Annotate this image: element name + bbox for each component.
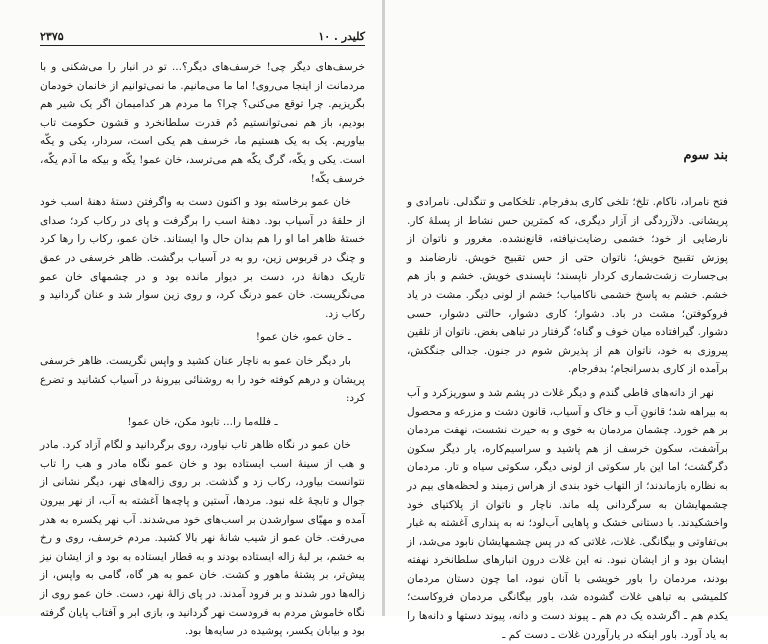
paragraph: نهر از دانه‌های قاطی گندم و دیگر غلات در پشم شد و سوریزکرد و آب به بیراهه شد؛ قانونِ آب و خاک و آسیاب، قانون دشت و مزرعه و محصول بر هم خورد. چشمان مردمان به خوی و به حیرت نشست، نهفت مردمان برآشفت، سکون خرسف از هم پاشید و سراسیم‌کاره، یار دیگر سکون دگرگشت؛ اما این بار سکوتی از لونی دیگر، سکوتی سیاه و تار. مردمان به نظاره بازماندند؛ از التهاب خود بندی از هراس زمیند و لحظه‌های بیم در چشمهایشان به سرگردانی پله ماند. ناچار و ناتوان از پلاکتیای خود واخشکیدند. با دستانی خشک و پاهایی آب‌لود؛ نه به پنداری آغشته به غبار بی‌تفاوتی و بیگانگی. غلات، غلاتی که در پس چشمهایشان نابود می‌شد، از ایشان بود و از ایشان نبود. نه این غلات درون انبارهای سلطانخرد نهفته بودند، مردمان را باور خویشی با آنان نبود، اما چون دستان مردمان کلمیشی به تباهی غلات گشوده شد، باور بیگانگی مردمان فروکاست؛ یکدم هم ـ اگرشده یک دم هم ـ پیوند دست و دانه، پیوند دستها و دانه‌ها را به یاد آورد. باور اینکه در یارآوردن غلات ـ دست کم ـ — [407, 386, 728, 641]
running-title: کلیدر . ۱۰ — [318, 30, 365, 43]
page-number: ۲۳۷۵ — [40, 30, 64, 43]
running-header — [40, 30, 365, 46]
paragraph: خرسف‌های دیگر چی! خرسف‌های دیگر؟... تو در انبار را می‌شکنی و با مردمانت از اینجا می‌روی! اما ما می‌مانیم. ما نمی‌توانیم از خانمان خودمان بگریزیم. چرا توقع می‌کنی؟ چرا؟ ما مردم هر کدامیمان اگر یک شیر هم بودیم، باز هم نمی‌توانستیم دُم قدرت سلطانخرد و قشون حکومت تاب بیاوریم. یک به یک هستیم ما، خرسف هم یکی است، سردار، یکی و یکّه است. یکی و یکّه، گرگ یکّه هم می‌ترسد، خان عمو! یکّه و بیکه ما آدم یکّه، خرسف یکّه! — [40, 61, 365, 185]
paragraph: ـ خان عمو، خان عمو! — [255, 331, 351, 344]
left-page-body — [40, 58, 365, 641]
paragraph: خان عمو در نگاه ظاهر تاب نیاورد، روی برگردانید و لگام آزاد کرد. مادر و هب از سینهٔ اسب ایستاده بود و خان عمو نگاه مادر و هب را تاب نتوانست بیاورد، رکاب زد و گذشت. بر روی زاله‌های نهر، دیگر نشانی از جوال و تابچهٔ غله نبود. مردها، آستین و پاچه‌ها آغشته به آب، از نهر بیرون آمده و مهیّای سوارشدن بر اسب‌های خود می‌شدند. آب نهر یکسره به هدر می‌رفت. خان عمو از شیب شانهٔ نهر بالا کشید. مردم خرسف، روی و رخ به خشم، بر لبهٔ زاله ایستاده بودند و به قطار ایستاده به بود و از ایشان نیز پیش‌تر، بر پشتهٔ ماهور و کشت. خان عمو به هر گاه، گامی به واپس، از زاله‌ها دور شدند و بر فرود آمدند. در پای زالهٔ نهر، دست. خان عمو روی از نگاه خاموش مردم به فرودست نهر گردانید و، بازی ابر و آفتاب پایان گرفته بود و بیابان یکسر، پوشیده در سایه‌ها بود. — [40, 439, 365, 638]
right-page-body — [407, 193, 728, 644]
right-page — [385, 0, 768, 641]
paragraph: بار دیگر خان عمو به ناچار عنان کشید و واپس نگریست. ظاهر خرسفی پریشان و درهم کوفته خود را به روشنائی بیرونهٔ در آسیاب کشانید و تضرع کرد: — [40, 354, 365, 405]
section-title: بند سوم — [683, 148, 728, 163]
paragraph: ـ فلله‌ما را... تابود مکن، خان عمو! — [127, 415, 278, 428]
paragraph: خان عمو برخاسته بود و اکنون دست به واگرفتن دستهٔ دهنهٔ اسب خود از حلقهٔ در آسیاب بود. دهنهٔ اسب را برگرفت و پای در رکاب کرد؛ صدای خستهٔ ظاهر اما او را هم بدان حال وا ایستاند. خان عمو، رکاب را رها کرد و چنگ در قربوس زین، رو به در آسیاب برگشت. ظاهر خرسفی در عمق تاریک دهانهٔ در، دست بر دیوار مانده بود و در چشمهای خان عمو می‌نگریست. خان عمو درنگ کرد، و روی زین سوار شد و عنان گردانید و رکاب زد. — [40, 196, 365, 320]
paragraph: فتح نامراد، ناکام. تلخ؛ تلخی کاری بدفرجام. تلخکامی و تنگدلی. نامرادی و پریشانی. دلآزردگی از آزار دیگری، که کمترین حس نشاط از پسلهٔ کار. نارضایی از خود؛ خشمی رضایت‌نیافته، قانع‌نشده. مغرور و ناتوان از پوزش تقبیح خویش؛ ناتوان حتی از حس تقبیح خویش. نارضامند و بی‌جسارت زشت‌شماری کردار ناپسند؛ ناپسندی خویش. خشم و باز هم خشم. خشم به پاسخ خشمی ناکامیاب؛ خشم از لونی دیگر. مشت در یاد فروکوفتن؛ مشت در باد. دشوار؛ کاری دشوار، حالتی دشوار، حسی دشوار. گیرافتاده میان خوف و گناه؛ گرفتار در تباهی بغض. ناتوان از تلقین پیروزی به خود، ناتوان هم از پذیرش شوم در جنون. جدالی جنگکش، برآمده از کاری بدسرانجام؛ بدفرجام. — [407, 196, 728, 376]
left-page — [0, 0, 383, 638]
